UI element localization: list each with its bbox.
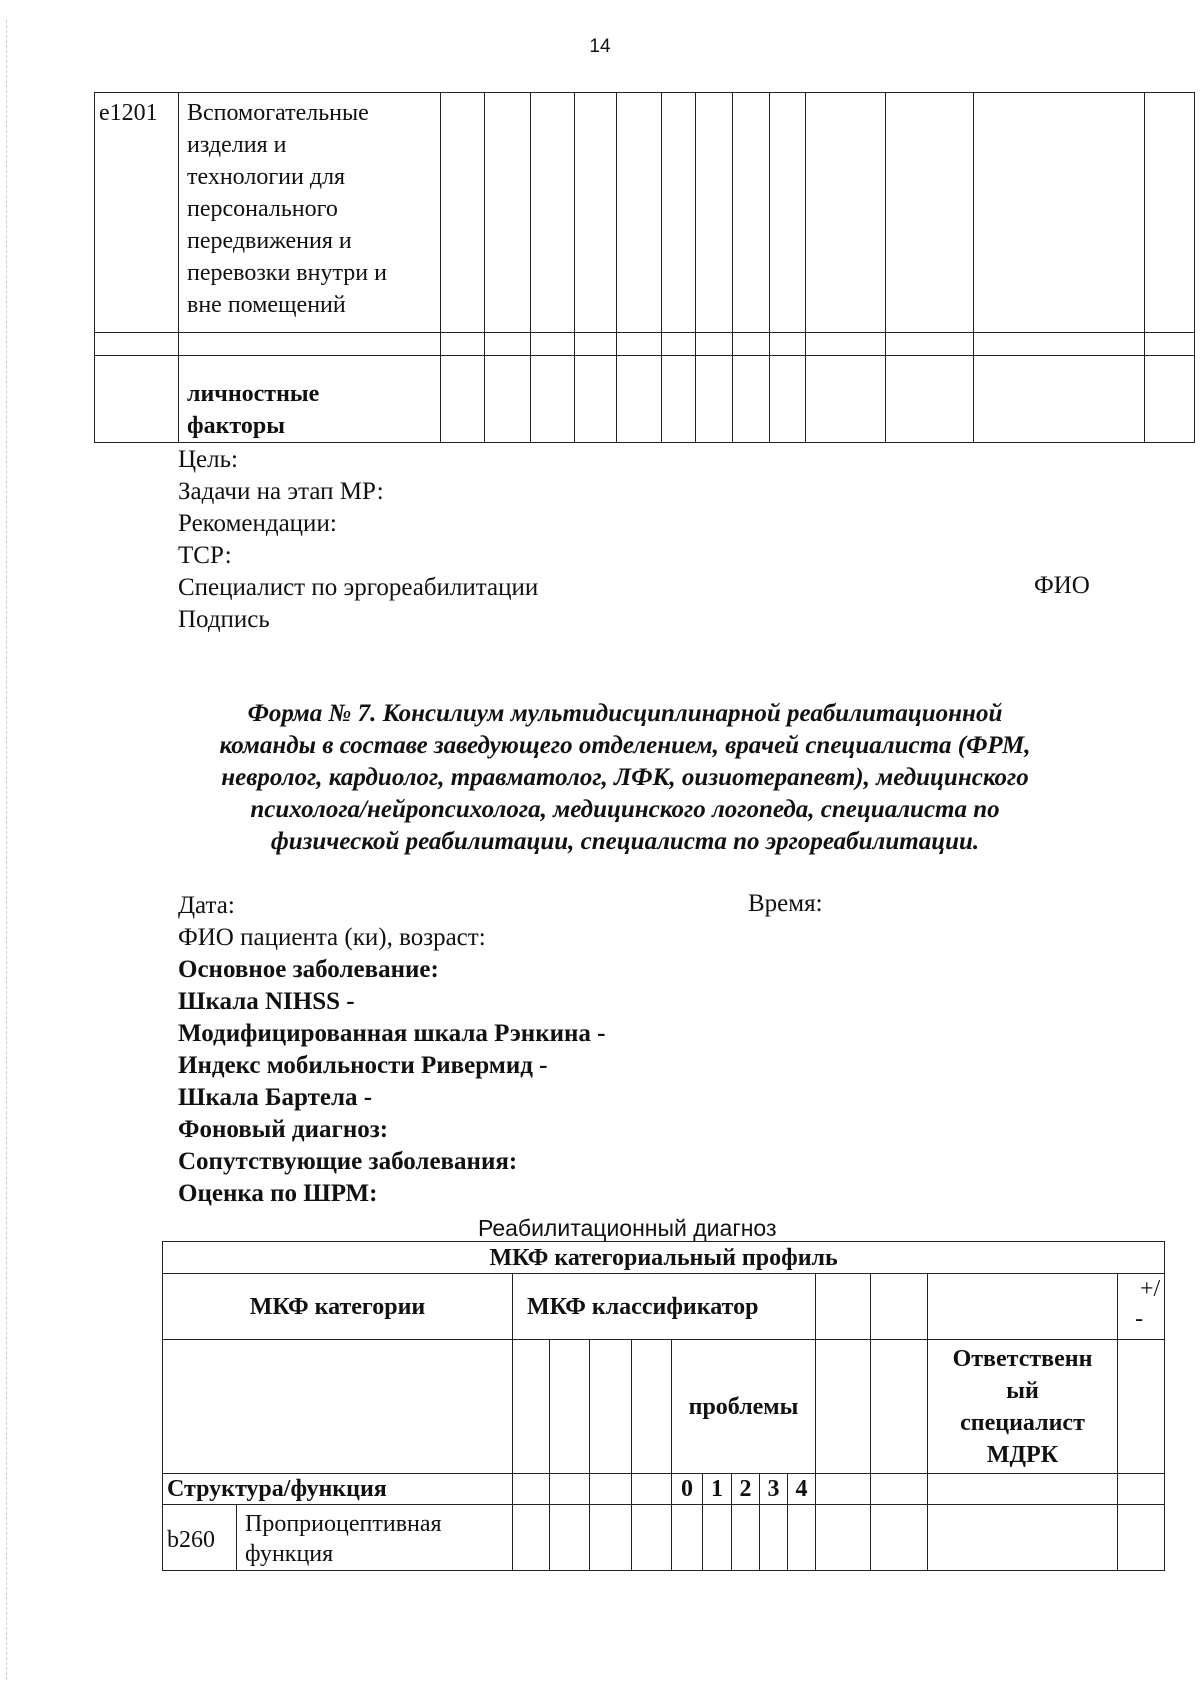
rehab-diagnosis-caption: Реабилитационный диагноз — [478, 1215, 777, 1241]
table-row — [163, 1474, 1165, 1505]
patient-label: ФИО пациента (ки), возраст: — [178, 924, 486, 951]
problems-header: проблемы — [672, 1340, 816, 1474]
recommendations-label: Рекомендации: — [178, 510, 337, 537]
shrm-label: Оценка по ШРМ: — [178, 1180, 378, 1207]
form7-heading: Форма № 7. Консилиум мультидисциплинарной реабилитационной команды в составе заведующего отделением, врачей специалиста (ФРМ, невролог, кардиолог, травматолог, ЛФК, оизиотерапевт), медицинского психолога/нейропсихолога, медицинского логопеда, специалиста по физической реабилитации, специалиста по эргореабилитации. — [219, 700, 1031, 855]
tasks-label: Задачи на этап МР: — [178, 478, 384, 505]
rankin-label: Модифицированная шкала Рэнкина - — [178, 1020, 606, 1047]
icf-code: b260 — [163, 1505, 237, 1571]
personal-factors-label: личностные факторы — [179, 356, 441, 443]
table-row — [95, 333, 1195, 356]
time-label: Время: — [748, 890, 823, 917]
scale-0: 0 — [672, 1474, 703, 1505]
barthel-label: Шкала Бартела - — [178, 1084, 373, 1111]
ergo-summary-block — [178, 444, 538, 636]
table-row — [95, 93, 1195, 333]
goal-label: Цель: — [178, 446, 238, 473]
icf-classifier-header: МКФ классификатор — [513, 1274, 816, 1340]
patient-info-block — [178, 922, 606, 1210]
scale-1: 1 — [703, 1474, 732, 1505]
nihss-label: Шкала NIHSS - — [178, 988, 355, 1015]
icf-profile-table — [162, 1241, 1165, 1571]
icf-table-continued — [94, 92, 1195, 443]
scale-3: 3 — [760, 1474, 788, 1505]
icf-categories-header: МКФ категории — [163, 1274, 513, 1340]
fio-label: ФИО — [1034, 572, 1090, 599]
table-row — [163, 1505, 1165, 1571]
scale-4: 4 — [788, 1474, 816, 1505]
rivermead-label: Индекс мобильности Ривермид - — [178, 1052, 548, 1079]
table-row — [163, 1242, 1165, 1274]
icf-description: Проприоцептивная функция — [237, 1505, 513, 1571]
background-diagnosis-label: Фоновый диагноз: — [178, 1116, 389, 1143]
icf-code: e1201 — [95, 93, 179, 333]
icf-profile-title: МКФ категориальный профиль — [163, 1242, 1165, 1274]
comorbid-label: Сопутствующие заболевания: — [178, 1148, 518, 1175]
icf-description: Вспомогательные изделия и технологии для персонального передвижения и перевозки внутри и вне помещений — [179, 93, 441, 333]
table-row — [163, 1274, 1165, 1340]
main-disease-label: Основное заболевание: — [178, 956, 439, 983]
table-row — [95, 356, 1195, 443]
specialist-label: Специалист по эргореабилитации — [178, 574, 539, 601]
plus-minus-header: +/ - — [1118, 1274, 1165, 1340]
scan-edge-artifact — [6, 20, 9, 1680]
table-row — [163, 1340, 1165, 1474]
scale-2: 2 — [732, 1474, 760, 1505]
page-number: 14 — [589, 36, 611, 57]
signature-label: Подпись — [178, 606, 270, 633]
date-label: Дата: — [178, 892, 235, 919]
structure-function-label: Структура/функция — [163, 1474, 513, 1505]
responsible-specialist-header: Ответственн ый специалист МДРК — [928, 1340, 1118, 1474]
tsr-label: ТСР: — [178, 542, 232, 569]
